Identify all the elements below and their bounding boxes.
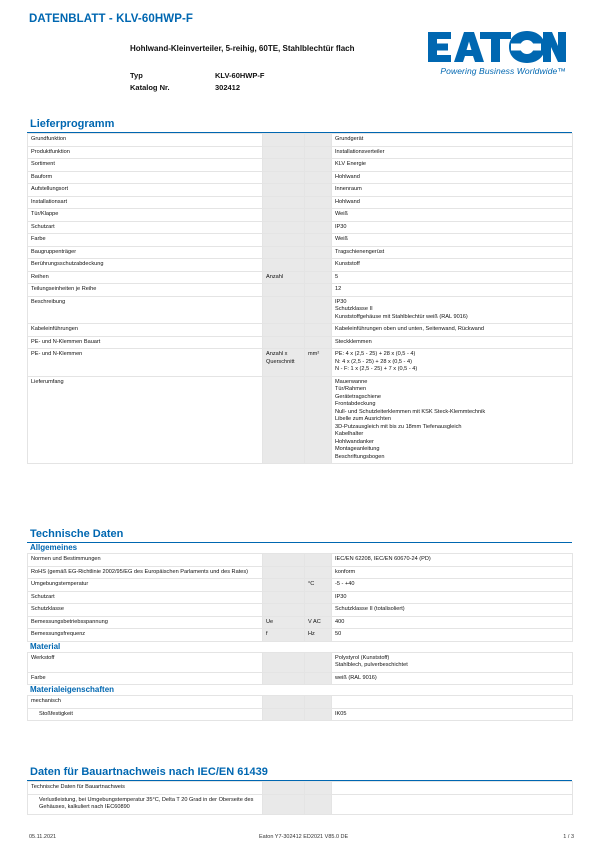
row-label: Bemessungsbetriebsspannung [28, 616, 263, 629]
product-meta [130, 70, 264, 94]
row-unit [263, 146, 305, 159]
row-label: Lieferumfang [28, 376, 263, 464]
row-dimension [305, 271, 332, 284]
row-unit [263, 554, 305, 567]
table-row [28, 794, 573, 814]
row-value: PE: 4 x (2,5 - 25) + 28 x (0,5 - 4) N: 4 x (2,5 - 25) + 28 x (0,5 - 4) N - F: 1 x (2,5 - 25) + 7 x (0,5 - 4) [332, 349, 573, 377]
row-dimension [305, 708, 332, 721]
row-value: Grundgerät [332, 134, 573, 147]
bauartnachweis-table [27, 781, 573, 815]
table-row [28, 349, 573, 377]
table-row [28, 579, 573, 592]
footer-document-id: Eaton Y7-302412 ED2021 V85.0 DE [259, 834, 349, 840]
row-unit [263, 296, 305, 324]
row-unit [263, 696, 305, 709]
table-row [28, 376, 573, 464]
table-row [28, 296, 573, 324]
row-dimension [305, 171, 332, 184]
row-label: Reihen [28, 271, 263, 284]
row-dimension [305, 604, 332, 617]
section-bauartnachweis [27, 766, 572, 815]
materialeigenschaften-table [27, 695, 573, 721]
row-value: 5 [332, 271, 573, 284]
table-row [28, 566, 573, 579]
row-value: 12 [332, 284, 573, 297]
row-unit [263, 196, 305, 209]
row-unit [263, 591, 305, 604]
eaton-logo [428, 30, 566, 76]
row-value: IEC/EN 62208, IEC/EN 60670-24 (PD) [332, 554, 573, 567]
table-row [28, 259, 573, 272]
table-row [28, 146, 573, 159]
table-row [28, 616, 573, 629]
row-label: PE- und N-Klemmen Bauart [28, 336, 263, 349]
row-dimension [305, 284, 332, 297]
table-row [28, 554, 573, 567]
table-row [28, 134, 573, 147]
row-dimension [305, 336, 332, 349]
table-row [28, 324, 573, 337]
table-row [28, 159, 573, 172]
row-dimension [305, 184, 332, 197]
row-label: Berührungsschutzabdeckung [28, 259, 263, 272]
table-row [28, 782, 573, 795]
row-label: Werkstoff [28, 652, 263, 672]
row-dimension [305, 234, 332, 247]
row-label: Tür/Klappe [28, 209, 263, 222]
allgemeines-table [27, 553, 573, 642]
table-row [28, 696, 573, 709]
row-unit [263, 794, 305, 814]
table-row [28, 221, 573, 234]
row-value: Weiß [332, 234, 573, 247]
table-row [28, 591, 573, 604]
logo-tagline: Powering Business Worldwide™ [440, 66, 566, 76]
row-label: Stoßfestigkeit [28, 708, 263, 721]
row-unit [263, 159, 305, 172]
row-unit [263, 672, 305, 685]
row-unit [263, 246, 305, 259]
row-value: IK05 [332, 708, 573, 721]
row-value: Innenraum [332, 184, 573, 197]
table-row [28, 672, 573, 685]
document-title: DATENBLATT - KLV-60HWP-F [29, 13, 194, 25]
row-dimension [305, 296, 332, 324]
row-label: Grundfunktion [28, 134, 263, 147]
row-label: Normen und Bestimmungen [28, 554, 263, 567]
row-dimension [305, 672, 332, 685]
table-row [28, 708, 573, 721]
row-unit [263, 579, 305, 592]
row-unit [263, 184, 305, 197]
row-unit [263, 566, 305, 579]
row-unit [263, 652, 305, 672]
row-value [332, 696, 573, 709]
row-unit [263, 324, 305, 337]
row-dimension: °C [305, 579, 332, 592]
row-unit [263, 336, 305, 349]
row-dimension [305, 324, 332, 337]
subsection-title-allgemeines: Allgemeines [30, 543, 78, 552]
table-row [28, 234, 573, 247]
row-dimension [305, 794, 332, 814]
row-value [332, 794, 573, 814]
row-value: Kabeleinführungen oben und unten, Seitenwand, Rückwand [332, 324, 573, 337]
row-unit [263, 376, 305, 464]
row-label: Kabeleinführungen [28, 324, 263, 337]
row-dimension [305, 376, 332, 464]
row-unit [263, 209, 305, 222]
row-dimension [305, 246, 332, 259]
row-value: 50 [332, 629, 573, 642]
row-value: IP30 Schutzklasse II Kunststoffgehäuse mit Stahlblechtür weiß (RAL 9016) [332, 296, 573, 324]
row-label: mechanisch [28, 696, 263, 709]
subsection-title-materialeigenschaften: Materialeigenschaften [30, 685, 115, 694]
footer-date: 05.11.2021 [29, 834, 57, 840]
row-unit [263, 171, 305, 184]
row-value: IP30 [332, 591, 573, 604]
row-dimension [305, 259, 332, 272]
row-label: Sortiment [28, 159, 263, 172]
row-label: Schutzart [28, 591, 263, 604]
meta-value: 302412 [215, 83, 241, 92]
row-unit [263, 604, 305, 617]
table-row [28, 336, 573, 349]
row-value [332, 782, 573, 795]
meta-row-type [130, 70, 264, 82]
row-label: Technische Daten für Bauartnachweis [28, 782, 263, 795]
row-dimension [305, 554, 332, 567]
row-label: RoHS (gemäß EG-Richtlinie 2002/95/EG des Europäischen Parlaments und des Rates) [28, 566, 263, 579]
row-value: Hohlwand [332, 171, 573, 184]
row-label: Teilungseinheiten je Reihe [28, 284, 263, 297]
table-row [28, 629, 573, 642]
row-value: Steckklemmen [332, 336, 573, 349]
row-label: Farbe [28, 234, 263, 247]
eaton-logo-mark [428, 30, 566, 64]
row-value: Kunststoff [332, 259, 573, 272]
table-row [28, 271, 573, 284]
row-unit [263, 134, 305, 147]
row-dimension [305, 196, 332, 209]
row-value: 400 [332, 616, 573, 629]
row-unit: f [263, 629, 305, 642]
row-dimension: mm² [305, 349, 332, 377]
row-unit [263, 708, 305, 721]
row-value: Polystyrol (Kunststoff) Stahlblech, pulverbeschichtet [332, 652, 573, 672]
row-label: Bauform [28, 171, 263, 184]
table-row [28, 652, 573, 672]
section-title: Lieferprogramm [27, 118, 572, 133]
row-value: -5 - +40 [332, 579, 573, 592]
row-dimension [305, 159, 332, 172]
row-dimension [305, 696, 332, 709]
row-value: Mauerwanne Tür/Rahmen Gerätetragschiene Frontabdeckung Null- und Schutzleiterklemmen mit KSK Steck-Klemmtechnik Libelle zum Ausrichten 3D-Putzausgleich mit bis zu 18mm Tiefenausgleich Kabelhalter Hohlwandanker Montageanleitung Beschriftungsbogen [332, 376, 573, 464]
row-label: Umgebungstemperatur [28, 579, 263, 592]
row-unit: Ue [263, 616, 305, 629]
row-label: Schutzklasse [28, 604, 263, 617]
section-lieferprogramm [27, 118, 572, 464]
table-row [28, 284, 573, 297]
row-label: Verlustleistung, bei Umgebungstemperatur 35°C, Delta T 20 Grad in der Oberseite des Gehäuses, kalkuliert nach IEC60890 [28, 794, 263, 814]
table-row [28, 246, 573, 259]
table-row [28, 171, 573, 184]
section-technische-daten [27, 528, 572, 721]
row-dimension [305, 209, 332, 222]
row-dimension: Hz [305, 629, 332, 642]
row-dimension: V AC [305, 616, 332, 629]
table-row [28, 209, 573, 222]
row-label: Beschreibung [28, 296, 263, 324]
row-value: KLV Energie [332, 159, 573, 172]
subsection-title-material: Material [30, 641, 61, 651]
row-label: PE- und N-Klemmen [28, 349, 263, 377]
row-label: Bemessungsfrequenz [28, 629, 263, 642]
row-dimension [305, 782, 332, 795]
row-dimension [305, 652, 332, 672]
table-row [28, 196, 573, 209]
row-label: Farbe [28, 672, 263, 685]
row-label: Produktfunktion [28, 146, 263, 159]
table-row [28, 604, 573, 617]
section-title: Daten für Bauartnachweis nach IEC/EN 61439 [27, 766, 572, 781]
meta-label: Typ [130, 71, 143, 80]
row-unit: Anzahl [263, 271, 305, 284]
row-value: Weiß [332, 209, 573, 222]
row-unit [263, 259, 305, 272]
meta-row-catalog [130, 82, 264, 94]
lieferprogramm-table [27, 133, 573, 464]
row-value: konform [332, 566, 573, 579]
meta-value: KLV-60HWP-F [215, 71, 265, 80]
row-dimension [305, 146, 332, 159]
row-dimension [305, 221, 332, 234]
row-dimension [305, 566, 332, 579]
row-value: Hohlwand [332, 196, 573, 209]
row-dimension [305, 591, 332, 604]
table-row [28, 184, 573, 197]
product-subtitle: Hohlwand-Kleinverteiler, 5-reihig, 60TE, Stahlblechtür flach [130, 44, 355, 53]
row-label: Baugruppenträger [28, 246, 263, 259]
row-unit [263, 284, 305, 297]
meta-label: Katalog Nr. [130, 83, 170, 92]
row-label: Installationsart [28, 196, 263, 209]
row-value: IP30 [332, 221, 573, 234]
footer-page-number: 1 / 3 [563, 834, 574, 840]
row-value: weiß (RAL 9016) [332, 672, 573, 685]
section-title: Technische Daten [27, 528, 572, 543]
row-unit [263, 782, 305, 795]
row-label: Aufstellungsort [28, 184, 263, 197]
row-value: Schutzklasse II (totalisoliert) [332, 604, 573, 617]
material-table [27, 652, 573, 686]
row-label: Schutzart [28, 221, 263, 234]
row-unit [263, 234, 305, 247]
row-value: Tragschienengerüst [332, 246, 573, 259]
row-value: Installationsverteiler [332, 146, 573, 159]
row-dimension [305, 134, 332, 147]
row-unit: Anzahl x Querschnitt [263, 349, 305, 377]
row-unit [263, 221, 305, 234]
